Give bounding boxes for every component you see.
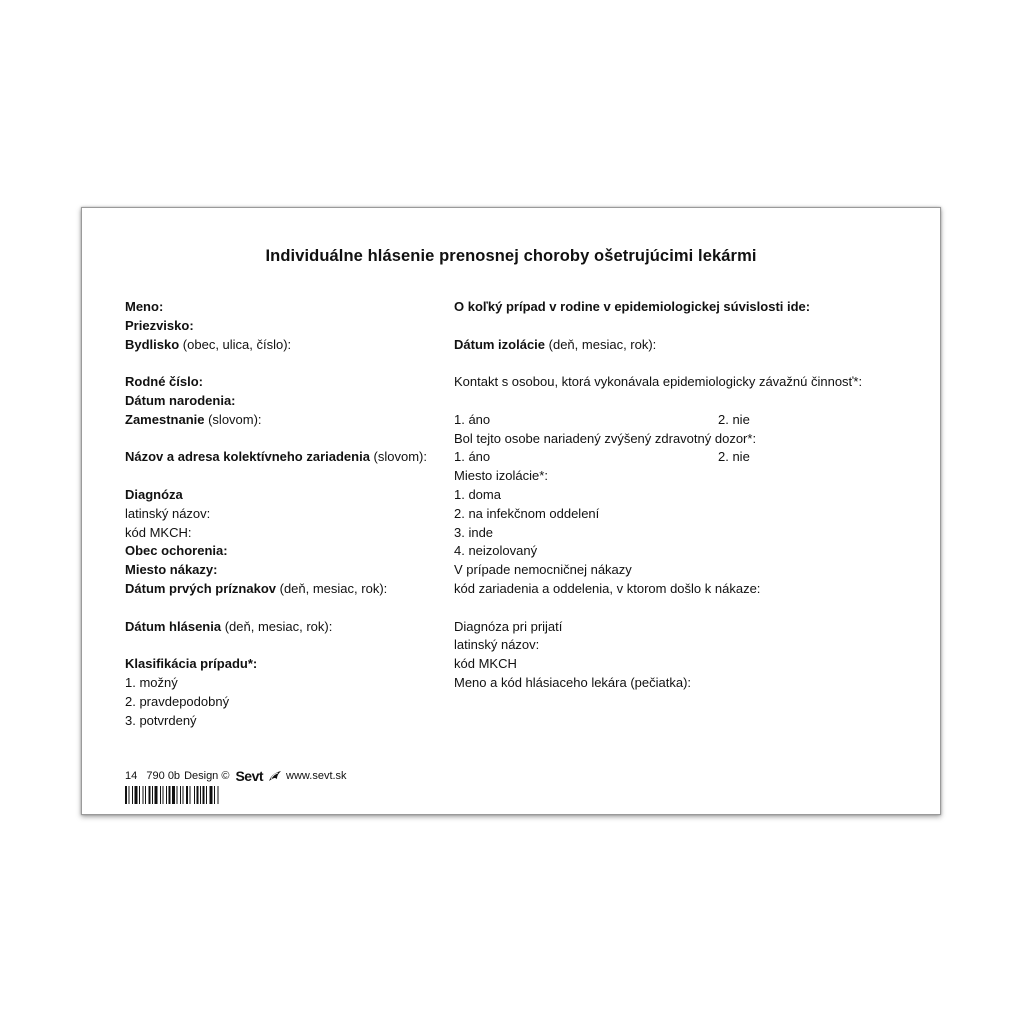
barcode-bar [200, 786, 201, 804]
infection-place-label: Miesto nákazy: [125, 562, 218, 578]
website-url: www.sevt.sk [286, 770, 347, 782]
facility-label: Názov a adresa kolektívneho zariadenia [125, 449, 370, 465]
diagnosis-heading-row [125, 486, 445, 505]
report-form-card [81, 207, 941, 815]
occupation-row [125, 411, 445, 430]
isolation-place-label: Miesto izolácie*: [454, 468, 548, 484]
family-case-label: O koľký prípad v rodine v epidemiologickej súvislosti ide: [454, 299, 811, 314]
classification-row [125, 655, 445, 674]
barcode-bar [149, 786, 151, 804]
barcode-bar [155, 786, 158, 804]
barcode-bar [218, 786, 219, 804]
barcode-image [125, 786, 259, 804]
isolation-date-hint: (deň, mesiac, rok): [545, 336, 657, 352]
admission-mkch-code-label: kód MKCH [454, 656, 517, 672]
barcode-bar [194, 786, 195, 804]
surname-row [125, 317, 445, 336]
supervision-no-option: 2. nie [718, 449, 750, 465]
barcode-bar [135, 786, 138, 804]
barcode-bar [203, 786, 205, 804]
design-label: Design © [184, 770, 230, 782]
contact-options-row [454, 411, 904, 430]
disease-town-row [125, 542, 445, 561]
symptoms-date-hint: (deň, mesiac, rok): [276, 580, 388, 596]
classification-label: Klasifikácia prípadu*: [125, 656, 258, 672]
barcode-bar [186, 786, 188, 804]
isolation-date-label: Dátum izolácie [454, 336, 546, 352]
address-hint: (obec, ulica, číslo): [179, 336, 292, 352]
contact-yes-option: 1. áno [454, 411, 491, 427]
barcode-bar [143, 786, 144, 804]
supervision-question: Bol tejto osobe nariadený zvýšený zdravotný dozor*: [454, 430, 757, 446]
product-code: 14 790 0b [125, 770, 181, 782]
sevt-logo [235, 768, 282, 784]
right-column [454, 298, 904, 693]
isolation-option: 3. inde [454, 524, 494, 540]
isolation-option: 4. neizolovaný [454, 543, 538, 559]
barcode-bar [214, 786, 215, 804]
barcode-bar [169, 786, 171, 804]
classification-option: 2. pravdepodobný [125, 693, 230, 709]
disease-town-label: Obec ochorenia: [125, 543, 228, 559]
diagnosis-heading: Diagnóza [125, 486, 183, 502]
barcode-bar [183, 786, 184, 804]
supervision-options-row [454, 448, 904, 467]
report-date-row [125, 618, 445, 637]
mkch-code-label: kód MKCH: [125, 524, 192, 540]
name-row [125, 298, 445, 317]
barcode-bar [180, 786, 181, 804]
isolation-option: 1. doma [454, 486, 501, 502]
supervision-yes-option: 1. áno [454, 449, 491, 465]
sevt-logo-text: Sevt [235, 768, 264, 784]
surname-label: Priezvisko: [125, 317, 194, 333]
infection-place-row [125, 561, 445, 580]
barcode-bar [152, 786, 153, 804]
barcode-bar [139, 786, 140, 804]
doctor-stamp-label: Meno a kód hlásiaceho lekára (pečiatka): [454, 674, 692, 690]
isolation-option: 2. na infekčnom oddelení [454, 505, 600, 521]
report-date-label: Dátum hlásenia [125, 618, 222, 634]
left-column [125, 298, 445, 730]
barcode-bar [160, 786, 161, 804]
barcode-bar [197, 786, 199, 804]
address-row [125, 336, 445, 355]
name-label: Meno: [125, 299, 164, 314]
report-date-hint: (deň, mesiac, rok): [221, 618, 333, 634]
birth-date-row [125, 392, 445, 411]
symptoms-date-row [125, 580, 445, 599]
contact-no-option: 2. nie [718, 411, 750, 427]
barcode-bar [145, 786, 146, 804]
facility-code-label: kód zariadenia a oddelenia, v ktorom došlo k nákaze: [454, 580, 761, 596]
address-label: Bydlisko [125, 336, 180, 352]
contact-question: Kontakt s osobou, ktorá vykonávala epidemiologicky závažnú činnosť*: [454, 374, 863, 390]
latin-name-label: latinský názov: [125, 505, 211, 521]
admission-latin-name-label: latinský názov: [454, 637, 540, 653]
occupation-hint: (slovom): [204, 411, 262, 427]
facility-row [125, 448, 445, 467]
barcode-bar [125, 786, 127, 804]
symptoms-date-label: Dátum prvých príznakov [125, 580, 276, 596]
barcode-bar [177, 786, 178, 804]
form-title: Individuálne hlásenie prenosnej choroby ošetrujúcimi lekármi [265, 247, 757, 265]
classification-option: 3. potvrdený [125, 712, 197, 728]
bird-logo-icon [268, 770, 282, 782]
barcode-bar [206, 786, 207, 804]
birth-number-row [125, 373, 445, 392]
barcode-bar [172, 786, 175, 804]
birth-date-label: Dátum narodenia: [125, 392, 236, 408]
footer [125, 768, 351, 784]
isolation-date-row [454, 336, 904, 355]
barcode-bar [166, 786, 167, 804]
birth-number-label: Rodné číslo: [125, 374, 204, 390]
barcode-bar [210, 786, 213, 804]
barcode-bar [190, 786, 191, 804]
family-case-row [454, 298, 904, 317]
nosocomial-label: V prípade nemocničnej nákazy [454, 562, 632, 578]
occupation-label: Zamestnanie [125, 411, 205, 427]
barcode-bar [129, 786, 130, 804]
barcode-bar [132, 786, 133, 804]
facility-hint: (slovom): [369, 449, 427, 465]
barcode-bar [163, 786, 164, 804]
admission-diagnosis-label: Diagnóza pri prijatí [454, 618, 563, 634]
classification-option: 1. možný [125, 674, 178, 690]
